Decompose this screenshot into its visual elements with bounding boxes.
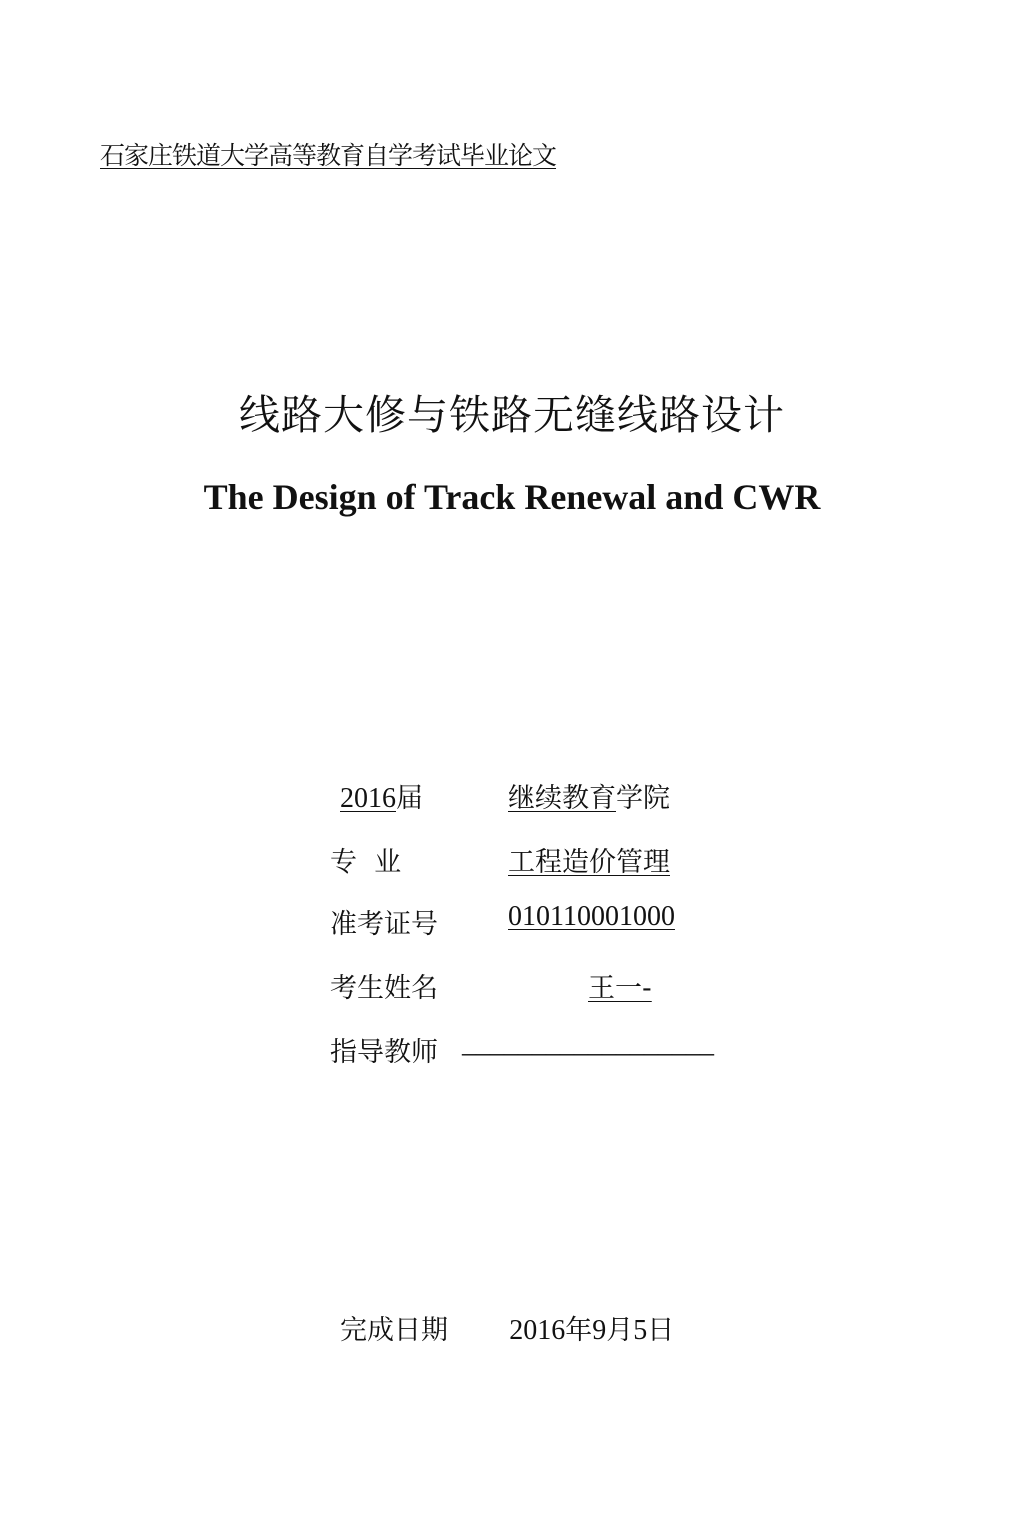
university-header: 石家庄铁道大学高等教育自学考试毕业论文 — [100, 141, 557, 170]
thesis-title-english: The Design of Track Renewal and CWR — [203, 477, 821, 517]
graduation-year — [340, 776, 423, 815]
student-name-value: 王一- — [588, 973, 652, 1004]
graduation-year-value: 2016 — [340, 783, 396, 814]
college — [508, 776, 670, 815]
student-name-label: 考生姓名 — [330, 973, 438, 1004]
college-name-suffix: 学院 — [616, 783, 670, 814]
completion-month: 9 — [592, 1315, 607, 1346]
major-value: 工程造价管理 — [508, 847, 670, 878]
thesis-title-chinese: 线路大修与铁路无缝线路设计 — [239, 391, 785, 439]
completion-year: 2016 — [509, 1315, 566, 1346]
completion-month-unit: 月 — [606, 1315, 634, 1346]
completion-date-label: 完成日期 — [340, 1315, 448, 1346]
major-label: 专 业 — [330, 847, 402, 878]
advisor-value-blank: __________________ — [462, 1028, 714, 1059]
exam-id-value: 010110001000 — [508, 901, 675, 932]
exam-id-label: 准考证号 — [330, 909, 438, 940]
graduation-year-suffix: 届 — [396, 783, 423, 814]
completion-day: 5 — [633, 1315, 648, 1346]
completion-day-unit: 日 — [647, 1315, 675, 1346]
completion-date — [340, 1308, 674, 1347]
completion-year-unit: 年 — [565, 1315, 593, 1346]
college-name-underlined: 继续教育 — [508, 783, 616, 814]
advisor-label: 指导教师 — [330, 1037, 438, 1068]
